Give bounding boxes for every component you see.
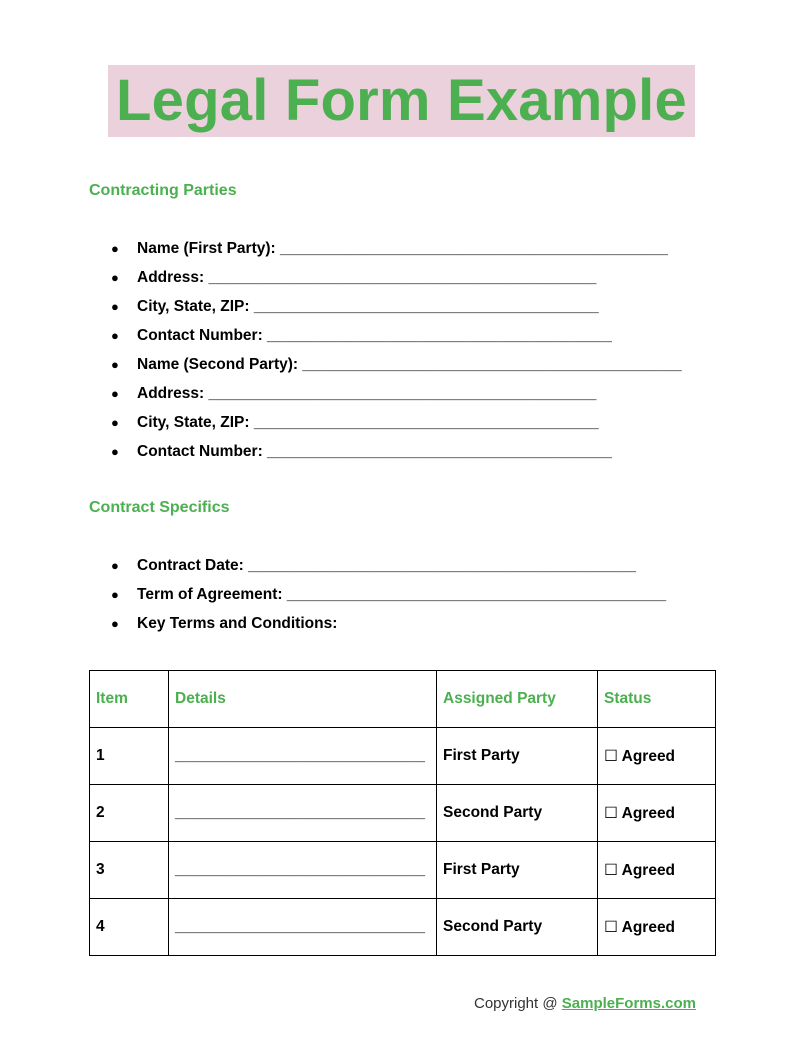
section-heading-parties: Contracting Parties xyxy=(89,182,237,199)
field-name-second-party: Name (Second Party): ____________________________________________ xyxy=(137,356,682,373)
column-header-assigned-party: Assigned Party xyxy=(437,671,598,728)
table-row xyxy=(90,728,716,785)
column-header-status: Status xyxy=(598,671,716,728)
field-term-of-agreement: Term of Agreement: ____________________________________________ xyxy=(137,586,667,603)
terms-table xyxy=(89,670,716,956)
cell-details: _____________________________ xyxy=(169,785,437,842)
table-row xyxy=(90,785,716,842)
bullet-icon: ● xyxy=(111,587,119,602)
table-row xyxy=(90,842,716,899)
list-item xyxy=(111,609,666,638)
cell-status-checkbox[interactable]: ☐ Agreed xyxy=(598,785,716,842)
cell-details: _____________________________ xyxy=(169,728,437,785)
cell-status-checkbox[interactable]: ☐ Agreed xyxy=(598,842,716,899)
field-city-first-party: City, State, ZIP: ________________________________________ xyxy=(137,298,599,315)
bullet-icon: ● xyxy=(111,558,119,573)
list-item xyxy=(111,551,666,580)
brand-link[interactable]: SampleForms.com xyxy=(561,995,696,1012)
title-banner xyxy=(108,65,695,137)
list-item xyxy=(111,292,682,321)
column-header-item: Item xyxy=(90,671,169,728)
cell-details: _____________________________ xyxy=(169,842,437,899)
bullet-icon: ● xyxy=(111,616,119,631)
list-item xyxy=(111,321,682,350)
page-title: Legal Form Example xyxy=(116,68,687,133)
cell-status-checkbox[interactable]: ☐ Agreed xyxy=(598,728,716,785)
copyright-text: Copyright @ xyxy=(474,995,562,1012)
field-contract-date: Contract Date: _____________________________________________ xyxy=(137,557,637,574)
field-city-second-party: City, State, ZIP: ________________________________________ xyxy=(137,414,599,431)
parties-list xyxy=(111,234,682,466)
bullet-icon: ● xyxy=(111,357,119,372)
table-row xyxy=(90,899,716,956)
field-address-second-party: Address: _____________________________________________ xyxy=(137,385,597,402)
field-key-terms: Key Terms and Conditions: xyxy=(137,615,338,632)
list-item xyxy=(111,580,666,609)
bullet-icon: ● xyxy=(111,328,119,343)
field-address-first-party: Address: _____________________________________________ xyxy=(137,269,597,286)
cell-assigned-party: Second Party xyxy=(437,899,598,956)
cell-item: 2 xyxy=(90,785,169,842)
cell-item: 1 xyxy=(90,728,169,785)
bullet-icon: ● xyxy=(111,415,119,430)
field-contact-first-party: Contact Number: ________________________________________ xyxy=(137,327,612,344)
bullet-icon: ● xyxy=(111,386,119,401)
table-header-row xyxy=(90,671,716,728)
cell-assigned-party: Second Party xyxy=(437,785,598,842)
list-item xyxy=(111,263,682,292)
list-item xyxy=(111,408,682,437)
list-item xyxy=(111,234,682,263)
column-header-details: Details xyxy=(169,671,437,728)
cell-details: _____________________________ xyxy=(169,899,437,956)
list-item xyxy=(111,379,682,408)
field-name-first-party: Name (First Party): _____________________________________________ xyxy=(137,240,668,257)
bullet-icon: ● xyxy=(111,270,119,285)
cell-assigned-party: First Party xyxy=(437,728,598,785)
cell-item: 4 xyxy=(90,899,169,956)
copyright-footer xyxy=(474,995,696,1012)
bullet-icon: ● xyxy=(111,299,119,314)
cell-status-checkbox[interactable]: ☐ Agreed xyxy=(598,899,716,956)
list-item xyxy=(111,437,682,466)
list-item xyxy=(111,350,682,379)
section-heading-specifics: Contract Specifics xyxy=(89,499,230,516)
specifics-list xyxy=(111,551,666,638)
bullet-icon: ● xyxy=(111,241,119,256)
bullet-icon: ● xyxy=(111,444,119,459)
cell-item: 3 xyxy=(90,842,169,899)
field-contact-second-party: Contact Number: ________________________________________ xyxy=(137,443,612,460)
cell-assigned-party: First Party xyxy=(437,842,598,899)
